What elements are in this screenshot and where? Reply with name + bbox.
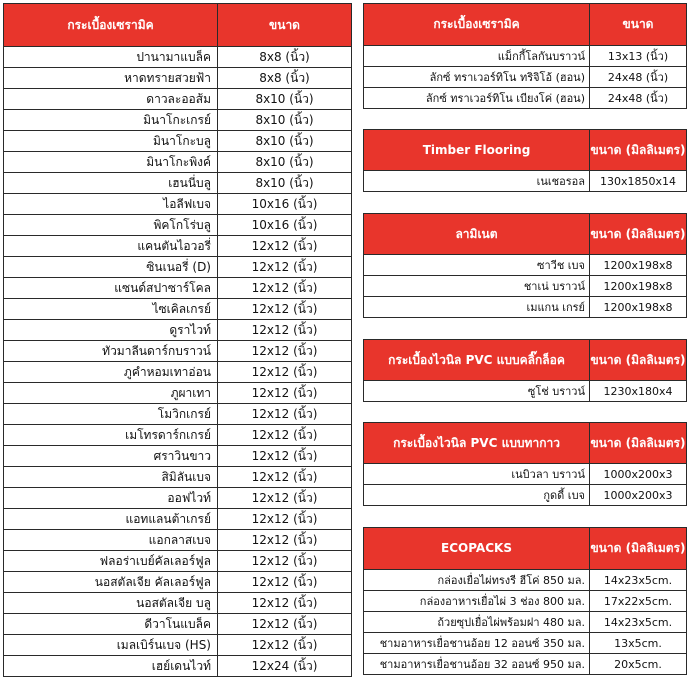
table-row: [4, 89, 352, 110]
size-cell: 1200x198x8: [590, 276, 687, 297]
size-cell: 10x16 (นิ้ว): [218, 215, 352, 236]
size-cell: 1000x200x3: [590, 464, 687, 485]
product-name-cell: แซนด์สปาซาร์โคล: [4, 278, 218, 299]
table-row: [364, 88, 687, 109]
timber-flooring-rows: [364, 171, 687, 192]
product-name-cell: ลักซ์ ทราเวอร์ทิโน ทริจิโอ้ (ฮอน): [364, 67, 590, 88]
product-name-cell: ภูคำหอมเทาอ่อน: [4, 362, 218, 383]
table-row: [4, 215, 352, 236]
table-row: [4, 257, 352, 278]
product-name-cell: ออฟไวท์: [4, 488, 218, 509]
product-name-cell: ปานามาแบล็ค: [4, 47, 218, 68]
table-row: [364, 276, 687, 297]
product-name-cell: ดูราไวท์: [4, 320, 218, 341]
product-name-cell: เฮย์เดนไวท์: [4, 656, 218, 677]
size-cell: 8x10 (นิ้ว): [218, 152, 352, 173]
product-name-cell: แอทแลนต้าเกรย์: [4, 509, 218, 530]
size-cell: 1200x198x8: [590, 297, 687, 318]
table-row: [4, 152, 352, 173]
table-row: [4, 341, 352, 362]
product-name-cell: ดีวาโนแบล็ค: [4, 614, 218, 635]
column-header-product: กระเบื้องไวนิล PVC แบบทากาว: [364, 423, 590, 464]
vinyl-glue-down-rows: [364, 464, 687, 506]
size-cell: 12x12 (นิ้ว): [218, 614, 352, 635]
size-cell: 12x12 (นิ้ว): [218, 551, 352, 572]
size-cell: 12x12 (นิ้ว): [218, 383, 352, 404]
size-cell: 12x12 (นิ้ว): [218, 467, 352, 488]
product-name-cell: หาดทรายสวยฟ้า: [4, 68, 218, 89]
table-row: [4, 404, 352, 425]
size-cell: 8x8 (นิ้ว): [218, 68, 352, 89]
table-row: [4, 68, 352, 89]
column-header-size: ขนาด: [218, 4, 352, 47]
table-row: [364, 381, 687, 402]
size-cell: 12x12 (นิ้ว): [218, 236, 352, 257]
product-name-cell: เนเชอรอล: [364, 171, 590, 192]
size-cell: 12x12 (นิ้ว): [218, 257, 352, 278]
product-name-cell: แคนตันไอวอรี่: [4, 236, 218, 257]
size-cell: 24x48 (นิ้ว): [590, 88, 687, 109]
product-name-cell: มินาโกะบลู: [4, 131, 218, 152]
ceramic-tile-table-2: [363, 3, 687, 109]
product-name-cell: ถ้วยซุปเยื่อไผ่พร้อมฝา 480 มล.: [364, 612, 590, 633]
table-row: [364, 297, 687, 318]
laminate-rows: [364, 255, 687, 318]
size-cell: 8x10 (นิ้ว): [218, 110, 352, 131]
size-cell: 12x12 (นิ้ว): [218, 404, 352, 425]
size-cell: 14x23x5cm.: [590, 612, 687, 633]
table-row: [4, 509, 352, 530]
ceramic-tile-rows-2: [364, 46, 687, 109]
product-name-cell: ภูผาเทา: [4, 383, 218, 404]
ceramic-tile-rows: [4, 47, 352, 677]
product-name-cell: ศราวินขาว: [4, 446, 218, 467]
product-name-cell: ดาวละออส้ม: [4, 89, 218, 110]
column-header-size: ขนาด (มิลลิเมตร): [590, 214, 687, 255]
product-name-cell: มินาโกะเกรย์: [4, 110, 218, 131]
table-row: [364, 591, 687, 612]
table-row: [4, 656, 352, 677]
ecopacks-rows: [364, 570, 687, 675]
size-cell: 8x10 (นิ้ว): [218, 173, 352, 194]
table-row: [4, 530, 352, 551]
column-header-product: กระเบื้องเซรามิค: [364, 4, 590, 46]
size-cell: 12x12 (นิ้ว): [218, 299, 352, 320]
size-cell: 24x48 (นิ้ว): [590, 67, 687, 88]
column-header-size: ขนาด (มิลลิเมตร): [590, 340, 687, 381]
product-name-cell: เฮนนี่บลู: [4, 173, 218, 194]
size-cell: 12x12 (นิ้ว): [218, 509, 352, 530]
timber-flooring-table: [363, 129, 687, 192]
table-row: [4, 362, 352, 383]
size-cell: 10x16 (นิ้ว): [218, 194, 352, 215]
product-name-cell: ลักซ์ ทราเวอร์ทิโน เบียงโค่ (ฮอน): [364, 88, 590, 109]
product-name-cell: ซาวีช เบจ: [364, 255, 590, 276]
size-cell: 1200x198x8: [590, 255, 687, 276]
size-cell: 12x12 (นิ้ว): [218, 488, 352, 509]
size-cell: 12x12 (นิ้ว): [218, 593, 352, 614]
ceramic-tile-table: [3, 3, 352, 677]
product-name-cell: ชาเน่ บราวน์: [364, 276, 590, 297]
product-name-cell: ไซเคิลเกรย์: [4, 299, 218, 320]
product-name-cell: โมวิกเกรย์: [4, 404, 218, 425]
table-row: [364, 67, 687, 88]
product-name-cell: พิคโกโร่บลู: [4, 215, 218, 236]
size-cell: 12x12 (นิ้ว): [218, 425, 352, 446]
vinyl-click-lock-table: [363, 339, 687, 402]
size-cell: 14x23x5cm.: [590, 570, 687, 591]
product-name-cell: ชามอาหารเยื่อชานอ้อย 12 ออนซ์ 350 มล.: [364, 633, 590, 654]
table-row: [4, 299, 352, 320]
size-cell: 17x22x5cm.: [590, 591, 687, 612]
table-row: [4, 572, 352, 593]
table-row: [4, 467, 352, 488]
size-cell: 12x24 (นิ้ว): [218, 656, 352, 677]
size-cell: 20x5cm.: [590, 654, 687, 675]
product-name-cell: เมลเบิร์นเบจ (HS): [4, 635, 218, 656]
table-row: [364, 654, 687, 675]
size-cell: 12x12 (นิ้ว): [218, 362, 352, 383]
product-name-cell: แอกลาสเบจ: [4, 530, 218, 551]
product-name-cell: นอสตัลเจีย บลู: [4, 593, 218, 614]
product-name-cell: สิมิลันเบจ: [4, 467, 218, 488]
column-header-size: ขนาด: [590, 4, 687, 46]
table-row: [364, 485, 687, 506]
product-name-cell: ไอลีฟเบจ: [4, 194, 218, 215]
product-name-cell: กล่องเยื่อไผ่ทรงรี ฮีโค่ 850 มล.: [364, 570, 590, 591]
size-cell: 12x12 (นิ้ว): [218, 320, 352, 341]
table-row: [364, 464, 687, 485]
size-cell: 12x12 (นิ้ว): [218, 446, 352, 467]
table-row: [4, 47, 352, 68]
size-cell: 8x10 (นิ้ว): [218, 131, 352, 152]
product-name-cell: แม็กกี้โลกันบราวน์: [364, 46, 590, 67]
product-name-cell: มินาโกะพิงค์: [4, 152, 218, 173]
column-header-product: ลามิเนต: [364, 214, 590, 255]
product-name-cell: กูดดี้ เบจ: [364, 485, 590, 506]
column-header-size: ขนาด (มิลลิเมตร): [590, 130, 687, 171]
laminate-table: [363, 213, 687, 318]
table-row: [4, 614, 352, 635]
table-row: [4, 446, 352, 467]
table-row: [4, 110, 352, 131]
size-cell: 130x1850x14: [590, 171, 687, 192]
table-row: [364, 171, 687, 192]
column-header-product: Timber Flooring: [364, 130, 590, 171]
product-name-cell: เมแกน เกรย์: [364, 297, 590, 318]
table-row: [364, 255, 687, 276]
column-header-product: ECOPACKS: [364, 528, 590, 570]
ecopacks-table: [363, 527, 687, 675]
size-cell: 8x8 (นิ้ว): [218, 47, 352, 68]
table-row: [4, 488, 352, 509]
product-name-cell: ซินเนอรี่ (D): [4, 257, 218, 278]
size-cell: 12x12 (นิ้ว): [218, 635, 352, 656]
size-cell: 12x12 (นิ้ว): [218, 278, 352, 299]
table-row: [364, 633, 687, 654]
table-row: [4, 593, 352, 614]
product-name-cell: ชามอาหารเยื่อชานอ้อย 32 ออนซ์ 950 มล.: [364, 654, 590, 675]
column-header-product: กระเบื้องไวนิล PVC แบบคลิ๊กล็อค: [364, 340, 590, 381]
product-name-cell: เมโทรดาร์กเกรย์: [4, 425, 218, 446]
product-name-cell: ซูโช่ บราวน์: [364, 381, 590, 402]
column-header-product: กระเบื้องเซรามิค: [4, 4, 218, 47]
size-cell: 13x5cm.: [590, 633, 687, 654]
column-header-size: ขนาด (มิลลิเมตร): [590, 423, 687, 464]
table-row: [4, 131, 352, 152]
table-row: [364, 570, 687, 591]
table-row: [364, 46, 687, 67]
vinyl-click-lock-rows: [364, 381, 687, 402]
table-row: [4, 278, 352, 299]
product-name-cell: นอสตัลเจีย คัลเลอร์ฟูล: [4, 572, 218, 593]
size-cell: 12x12 (นิ้ว): [218, 530, 352, 551]
vinyl-glue-down-table: [363, 422, 687, 506]
size-cell: 12x12 (นิ้ว): [218, 572, 352, 593]
column-header-size: ขนาด (มิลลิเมตร): [590, 528, 687, 570]
product-name-cell: กล่องอาหารเยื่อไผ่ 3 ช่อง 800 มล.: [364, 591, 590, 612]
table-row: [4, 173, 352, 194]
product-name-cell: ฟลอร่าเบย์คัลเลอร์ฟูล: [4, 551, 218, 572]
size-cell: 8x10 (นิ้ว): [218, 89, 352, 110]
product-name-cell: ทัวมาลีนดาร์กบราวน์: [4, 341, 218, 362]
table-row: [4, 635, 352, 656]
size-cell: 1000x200x3: [590, 485, 687, 506]
table-row: [4, 320, 352, 341]
table-row: [4, 425, 352, 446]
table-row: [4, 194, 352, 215]
table-row: [4, 383, 352, 404]
table-row: [4, 236, 352, 257]
size-cell: 12x12 (นิ้ว): [218, 341, 352, 362]
product-name-cell: เนบิวลา บราวน์: [364, 464, 590, 485]
size-cell: 1230x180x4: [590, 381, 687, 402]
size-cell: 13x13 (นิ้ว): [590, 46, 687, 67]
table-row: [364, 612, 687, 633]
table-row: [4, 551, 352, 572]
